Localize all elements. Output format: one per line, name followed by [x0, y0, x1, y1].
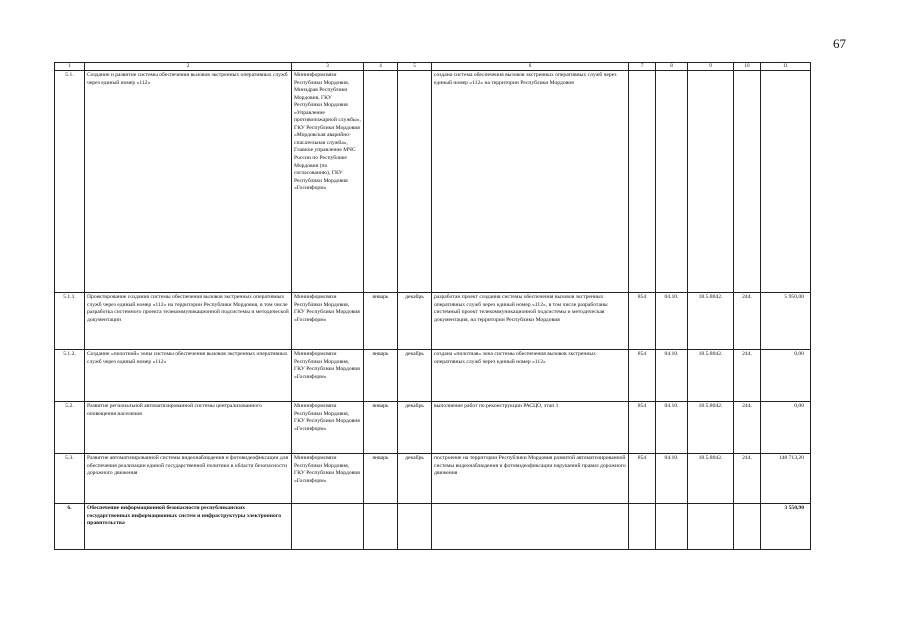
- executor-cell: Мининформсвязи Республики Мордовия, ГКУ Республики Мордовия «Госинформ»: [292, 402, 364, 454]
- executor-cell: Мининформсвязи Республики Мордовия, ГКУ Республики Мордовия «Госинформ»: [292, 350, 364, 402]
- header-cell: 5: [398, 63, 432, 71]
- section-code-cell: 04.10.: [656, 350, 688, 402]
- executor-cell: Мининформсвязи Республики Мордовия, ГКУ Республики Мордовия «Госинформ»: [292, 454, 364, 504]
- page-number: 67: [833, 36, 846, 51]
- activity-name-cell: Развитие автоматизированной системы видеонаблюдения и фотовидеофиксации для обеспечения реализации единой государственной политики в области безопасности дорожного движения: [85, 454, 292, 504]
- header-cell: 2: [85, 63, 292, 71]
- start-date-cell: январь: [364, 402, 398, 454]
- header-cell: 4: [364, 63, 398, 71]
- end-date-cell: декабрь: [398, 402, 432, 454]
- target-code-cell: 18.5.8042.: [688, 293, 734, 350]
- header-cell: 11: [761, 63, 811, 71]
- row-number-cell: 5.1.2.: [55, 350, 85, 402]
- expected-result-cell: выполнение работ по реконструкции РАСЦО, этап 1: [432, 402, 629, 454]
- expected-result-cell: построение на территории Республики Мордовия развитой автоматизированной системы видеонаблюдения и фотовидеофиксации нарушений правил дорожного движения: [432, 454, 629, 504]
- expected-result-cell: разработан проект создания системы обеспечения вызовов экстренных оперативных служб через единый номер «112», в том числе разработаны системный проект телекоммуникационной подсистемы и методическая документация, на территории Республики Мордовия: [432, 293, 629, 350]
- target-code-cell: [688, 504, 734, 550]
- executor-cell: Мининформсвязи Республики Мордовия, Минздрав Республики Мордовия, ГКУ Республики Мордовия «Управление противопожарной службы», ГКУ Республики Мордовия «Мордовская аварийно-спасательная служба», Главное управление МЧС России по Республике Мордовия (по согласованию), ГКУ Республики Мордовия «Госинформ»: [292, 71, 364, 293]
- row-number-cell: 5.3.: [55, 454, 85, 504]
- budget-code-cell: 854: [629, 293, 656, 350]
- table-row: [55, 402, 811, 454]
- table-row: [55, 71, 811, 293]
- header-cell: 8: [656, 63, 688, 71]
- start-date-cell: [364, 504, 398, 550]
- amount-cell: 0,00: [761, 350, 811, 402]
- start-date-cell: январь: [364, 350, 398, 402]
- expected-result-cell: создана «пилотная» зона системы обеспечения вызовов экстренных оперативных служб через единый номер «112»: [432, 350, 629, 402]
- activity-name-cell: Обеспечение информационной безопасности республиканских государственных информационных систем и инфраструктуры электронного правительства: [85, 504, 292, 550]
- activity-name-cell: Развитие региональной автоматизированной системы централизованного оповещения населения: [85, 402, 292, 454]
- section-code-cell: 04.10.: [656, 293, 688, 350]
- header-cell: 10: [734, 63, 761, 71]
- header-cell: 7: [629, 63, 656, 71]
- amount-cell: 3 550,90: [761, 504, 811, 550]
- budget-code-cell: 854: [629, 402, 656, 454]
- table-row: [55, 504, 811, 550]
- expense-type-cell: 244.: [734, 350, 761, 402]
- target-code-cell: 18.5.8042.: [688, 454, 734, 504]
- row-number-cell: 5.2.: [55, 402, 85, 454]
- row-number-cell: 5.1.: [55, 71, 85, 293]
- table-row: [55, 454, 811, 504]
- expense-type-cell: 244.: [734, 293, 761, 350]
- target-code-cell: 18.5.8042.: [688, 350, 734, 402]
- expected-result-cell: создана система обеспечения вызовов экстренных оперативных служб через единый номер «112» на территории Республики Мордовия: [432, 71, 629, 293]
- amount-cell: 148 713,20: [761, 454, 811, 504]
- row-number-cell: 5.1.1.: [55, 293, 85, 350]
- section-code-cell: 04.10.: [656, 454, 688, 504]
- section-code-cell: 04.10.: [656, 402, 688, 454]
- header-cell: 3: [292, 63, 364, 71]
- end-date-cell: декабрь: [398, 454, 432, 504]
- header-row: [55, 63, 811, 71]
- budget-code-cell: 854: [629, 350, 656, 402]
- start-date-cell: январь: [364, 454, 398, 504]
- end-date-cell: декабрь: [398, 293, 432, 350]
- start-date-cell: [364, 71, 398, 293]
- activity-name-cell: Создание «пилотной» зоны системы обеспечения вызовов экстренных оперативных служб через единый номер «112»: [85, 350, 292, 402]
- row-number-cell: 6.: [55, 504, 85, 550]
- expense-type-cell: [734, 71, 761, 293]
- expense-type-cell: [734, 504, 761, 550]
- table-row: [55, 293, 811, 350]
- budget-code-cell: [629, 71, 656, 293]
- header-cell: 6: [432, 63, 629, 71]
- expense-type-cell: 244.: [734, 402, 761, 454]
- amount-cell: 0,00: [761, 402, 811, 454]
- header-cell: 1: [55, 63, 85, 71]
- budget-code-cell: [629, 504, 656, 550]
- expected-result-cell: [432, 504, 629, 550]
- table-row: [55, 350, 811, 402]
- target-code-cell: 18.5.8042.: [688, 402, 734, 454]
- plan-table: [54, 62, 811, 550]
- end-date-cell: [398, 71, 432, 293]
- amount-cell: 5 950,00: [761, 293, 811, 350]
- target-code-cell: [688, 71, 734, 293]
- end-date-cell: [398, 504, 432, 550]
- executor-cell: [292, 504, 364, 550]
- end-date-cell: декабрь: [398, 350, 432, 402]
- start-date-cell: январь: [364, 293, 398, 350]
- section-code-cell: [656, 71, 688, 293]
- amount-cell: [761, 71, 811, 293]
- activity-name-cell: Проектирование создания системы обеспечения вызовов экстренных оперативных служб через единый номер «112» на территории Республики Мордовия, в том числе разработка системного проекта телекоммуникационной подсистемы и методической документации: [85, 293, 292, 350]
- expense-type-cell: 244.: [734, 454, 761, 504]
- section-code-cell: [656, 504, 688, 550]
- executor-cell: Мининформсвязи Республики Мордовия, ГКУ Республики Мордовия «Госинформ»: [292, 293, 364, 350]
- activity-name-cell: Создание и развитие системы обеспечения вызовов экстренных оперативных служб через единый номер «112»: [85, 71, 292, 293]
- header-cell: 9: [688, 63, 734, 71]
- budget-code-cell: 854: [629, 454, 656, 504]
